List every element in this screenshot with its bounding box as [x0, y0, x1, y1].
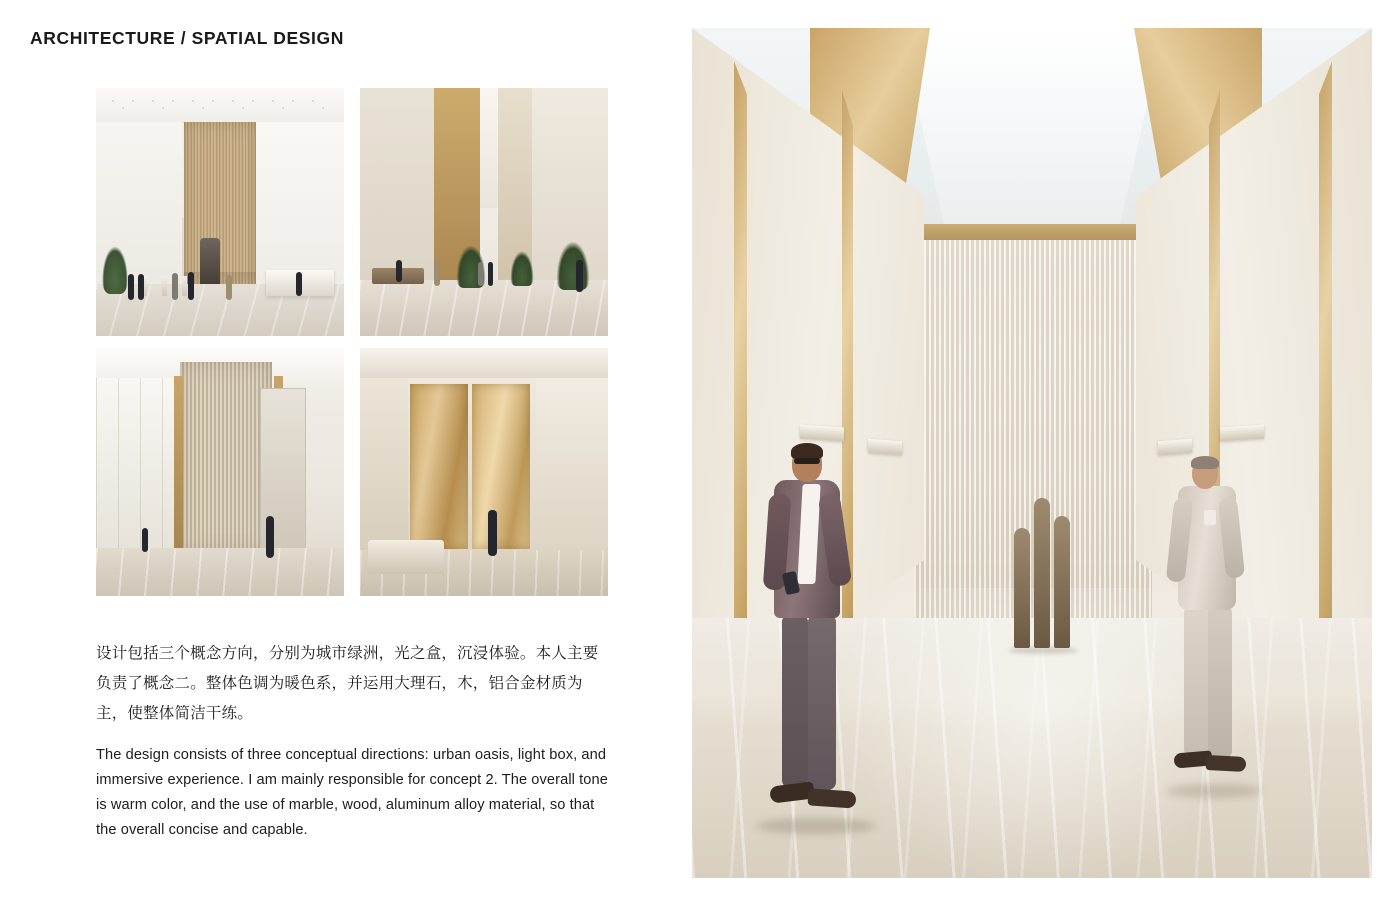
shoe: [807, 788, 856, 808]
figure: [142, 528, 148, 552]
reception-counter: [368, 540, 444, 574]
bronze-column: [174, 376, 183, 566]
figure: [266, 516, 274, 558]
bronze-pilaster: [734, 48, 747, 708]
figure: [488, 510, 497, 556]
downlight-array: [108, 98, 332, 106]
security-gate: [162, 276, 167, 296]
figure: [226, 275, 232, 300]
figure: [188, 272, 194, 300]
planting: [556, 240, 590, 290]
stone-panel-left: [360, 378, 408, 553]
figure: [296, 272, 302, 296]
figure: [478, 262, 483, 286]
description-english: The design consists of three conceptual directions: urban oasis, light box, and immersive experience. I am mainly responsible for concept 2. The overall tone is warm color, and the use of marble, wood, aluminum alloy material, so that the overall concise and capable.: [96, 747, 608, 838]
thumbnail-grid: [96, 88, 608, 605]
figure: [488, 262, 493, 286]
thumbnail-lobby-reception[interactable]: [96, 88, 344, 336]
description-chinese: 设计包括三个概念方向，分别为城市绿洲，光之盒，沉浸体验。本人主要负责了概念二。整体色调为暖色系，并运用大理石，木，铝合金材质为主，使整体简洁干练。: [96, 643, 599, 722]
hair: [1191, 456, 1219, 469]
stone-panel-right: [536, 378, 608, 553]
hero-render[interactable]: [692, 28, 1372, 878]
planting: [510, 250, 534, 286]
wall-signage: [868, 439, 902, 455]
ceiling-plane: [360, 348, 608, 378]
figure: [138, 274, 144, 300]
wall-signage: [1158, 439, 1192, 455]
sculpture-element: [1034, 498, 1050, 648]
figure: [434, 260, 440, 286]
figure-background-right: [1162, 458, 1254, 788]
shoe: [1206, 755, 1247, 772]
sculpture-element: [1054, 516, 1070, 648]
leg: [1184, 606, 1208, 756]
figure: [576, 260, 583, 292]
fluted-stone-wall: [180, 362, 272, 552]
figure-sculpture: [1012, 483, 1074, 648]
elevator-door: [410, 384, 468, 549]
description-block: [96, 622, 608, 858]
sculpture-element: [1014, 528, 1030, 648]
security-gate: [182, 276, 187, 296]
figure: [128, 274, 134, 300]
figure: [396, 260, 402, 282]
figure: [172, 273, 178, 300]
glazed-facade: [96, 378, 179, 548]
left-column: [0, 0, 680, 906]
wall-signage: [800, 424, 844, 441]
page-title: ARCHITECTURE / SPATIAL DESIGN: [30, 28, 344, 48]
ceiling-plane: [96, 88, 344, 123]
marble-floor: [96, 548, 344, 596]
leg: [782, 614, 808, 788]
thumbnail-lift-lobby[interactable]: [96, 348, 344, 596]
thumbnail-elevator-hall[interactable]: [360, 348, 608, 596]
leg: [1208, 606, 1232, 758]
thumbnail-corridor-skylight[interactable]: [360, 88, 608, 336]
bronze-pilaster: [1319, 48, 1332, 708]
fluted-bronze-core: [184, 122, 256, 292]
sunglasses: [794, 458, 820, 464]
elevator-door: [472, 384, 530, 549]
figure-foreground-left: [750, 446, 870, 824]
cup: [1204, 510, 1216, 525]
leg: [808, 614, 836, 790]
planting: [102, 246, 128, 294]
